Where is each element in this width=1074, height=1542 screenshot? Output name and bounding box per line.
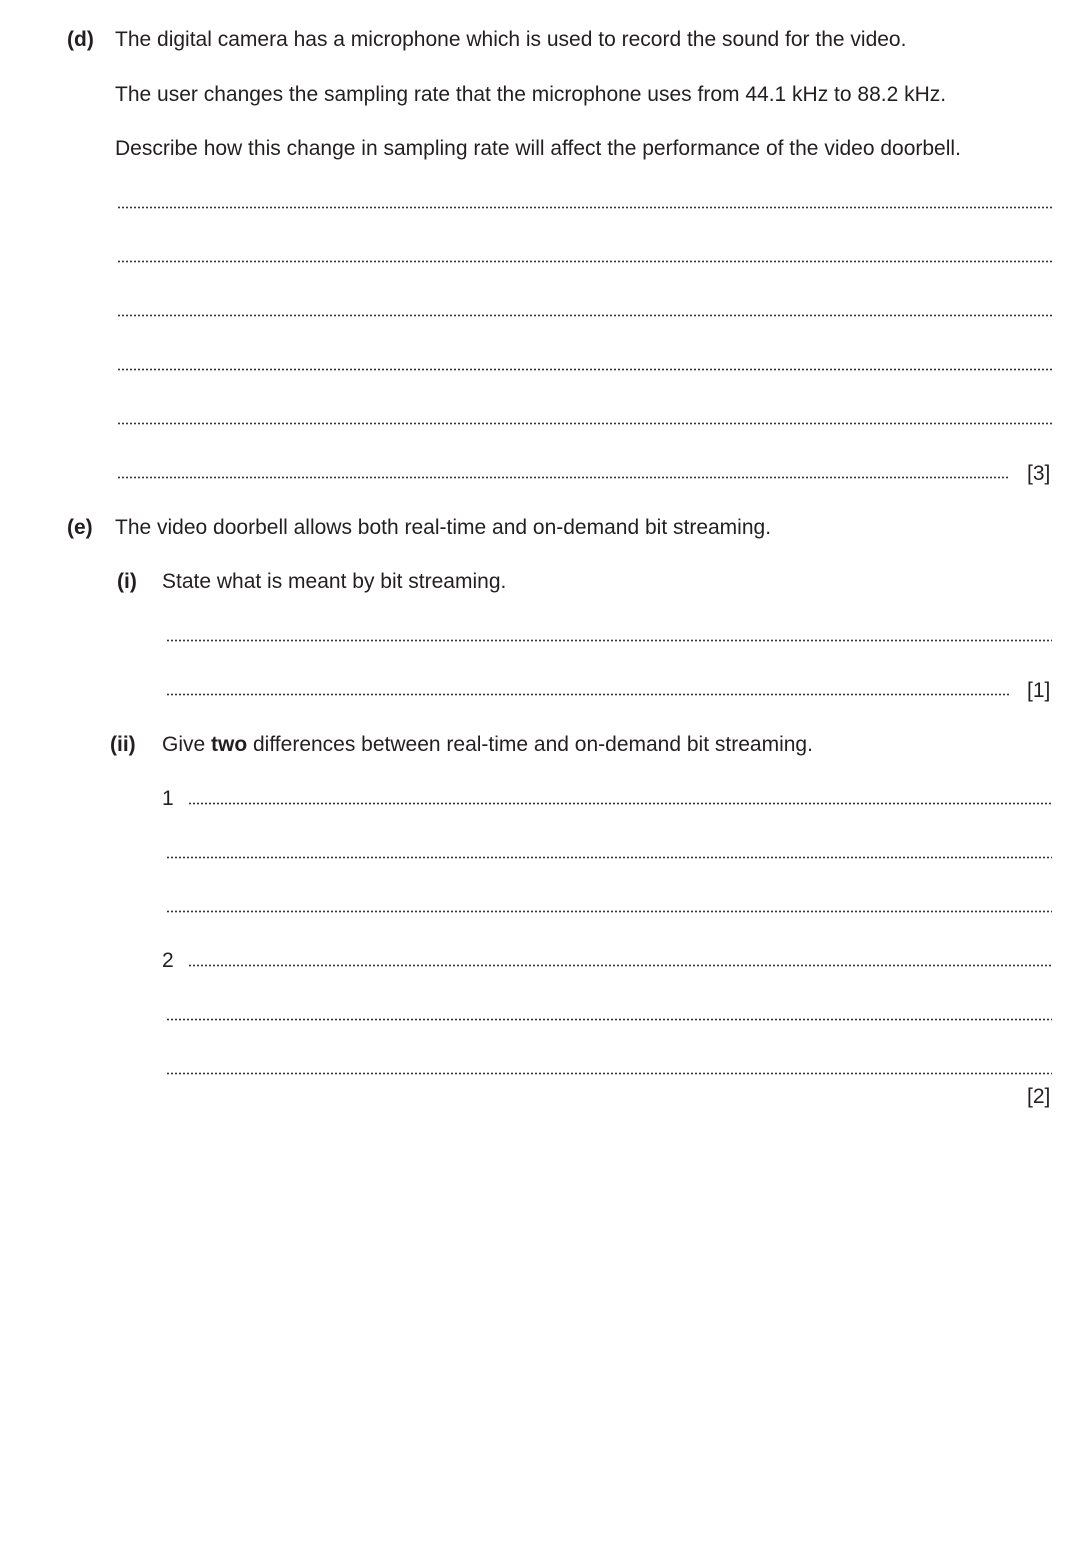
answer-line[interactable] (188, 802, 1052, 805)
part-d-text: The digital camera has a microphone which is used to record the sound for the video. (115, 28, 907, 51)
answer-line[interactable] (188, 964, 1052, 967)
part-d-label: (d) (67, 28, 94, 51)
answer-line[interactable] (166, 639, 1052, 642)
part-e-label: (e) (67, 516, 93, 539)
part-d-text-2: The user changes the sampling rate that the microphone uses from 44.1 kHz to 88.2 kHz. (115, 83, 947, 106)
q-bold: two (211, 733, 248, 756)
answer-number-2: 2 (162, 949, 174, 972)
answer-line[interactable] (166, 1018, 1052, 1021)
answer-line[interactable] (117, 476, 1010, 479)
part-e-text: The video doorbell allows both real-time and on-demand bit streaming. (115, 516, 772, 539)
part-d-question: Describe how this change in sampling rate will affect the performance of the video doorbell. (115, 137, 961, 160)
part-e-ii-label: (ii) (110, 733, 136, 756)
q-text: Give (162, 733, 212, 756)
answer-line[interactable] (166, 910, 1052, 913)
answer-line[interactable] (166, 693, 1010, 696)
answer-number-1: 1 (162, 787, 174, 810)
part-e-i-question: State what is meant by bit streaming. (162, 570, 507, 593)
q-text: differences between real-time and on-demand bit streaming. (247, 733, 813, 756)
answer-line[interactable] (117, 260, 1052, 263)
marks-e-i: [1] (1027, 679, 1051, 702)
marks-e-ii: [2] (1027, 1085, 1051, 1108)
marks-d: [3] (1027, 462, 1051, 485)
part-e-ii-question (162, 733, 813, 757)
answer-line[interactable] (117, 206, 1052, 209)
answer-line[interactable] (166, 1072, 1052, 1075)
answer-line[interactable] (117, 368, 1052, 371)
answer-line[interactable] (117, 422, 1052, 425)
part-e-i-label: (i) (117, 570, 137, 593)
answer-line[interactable] (166, 856, 1052, 859)
answer-line[interactable] (117, 314, 1052, 317)
